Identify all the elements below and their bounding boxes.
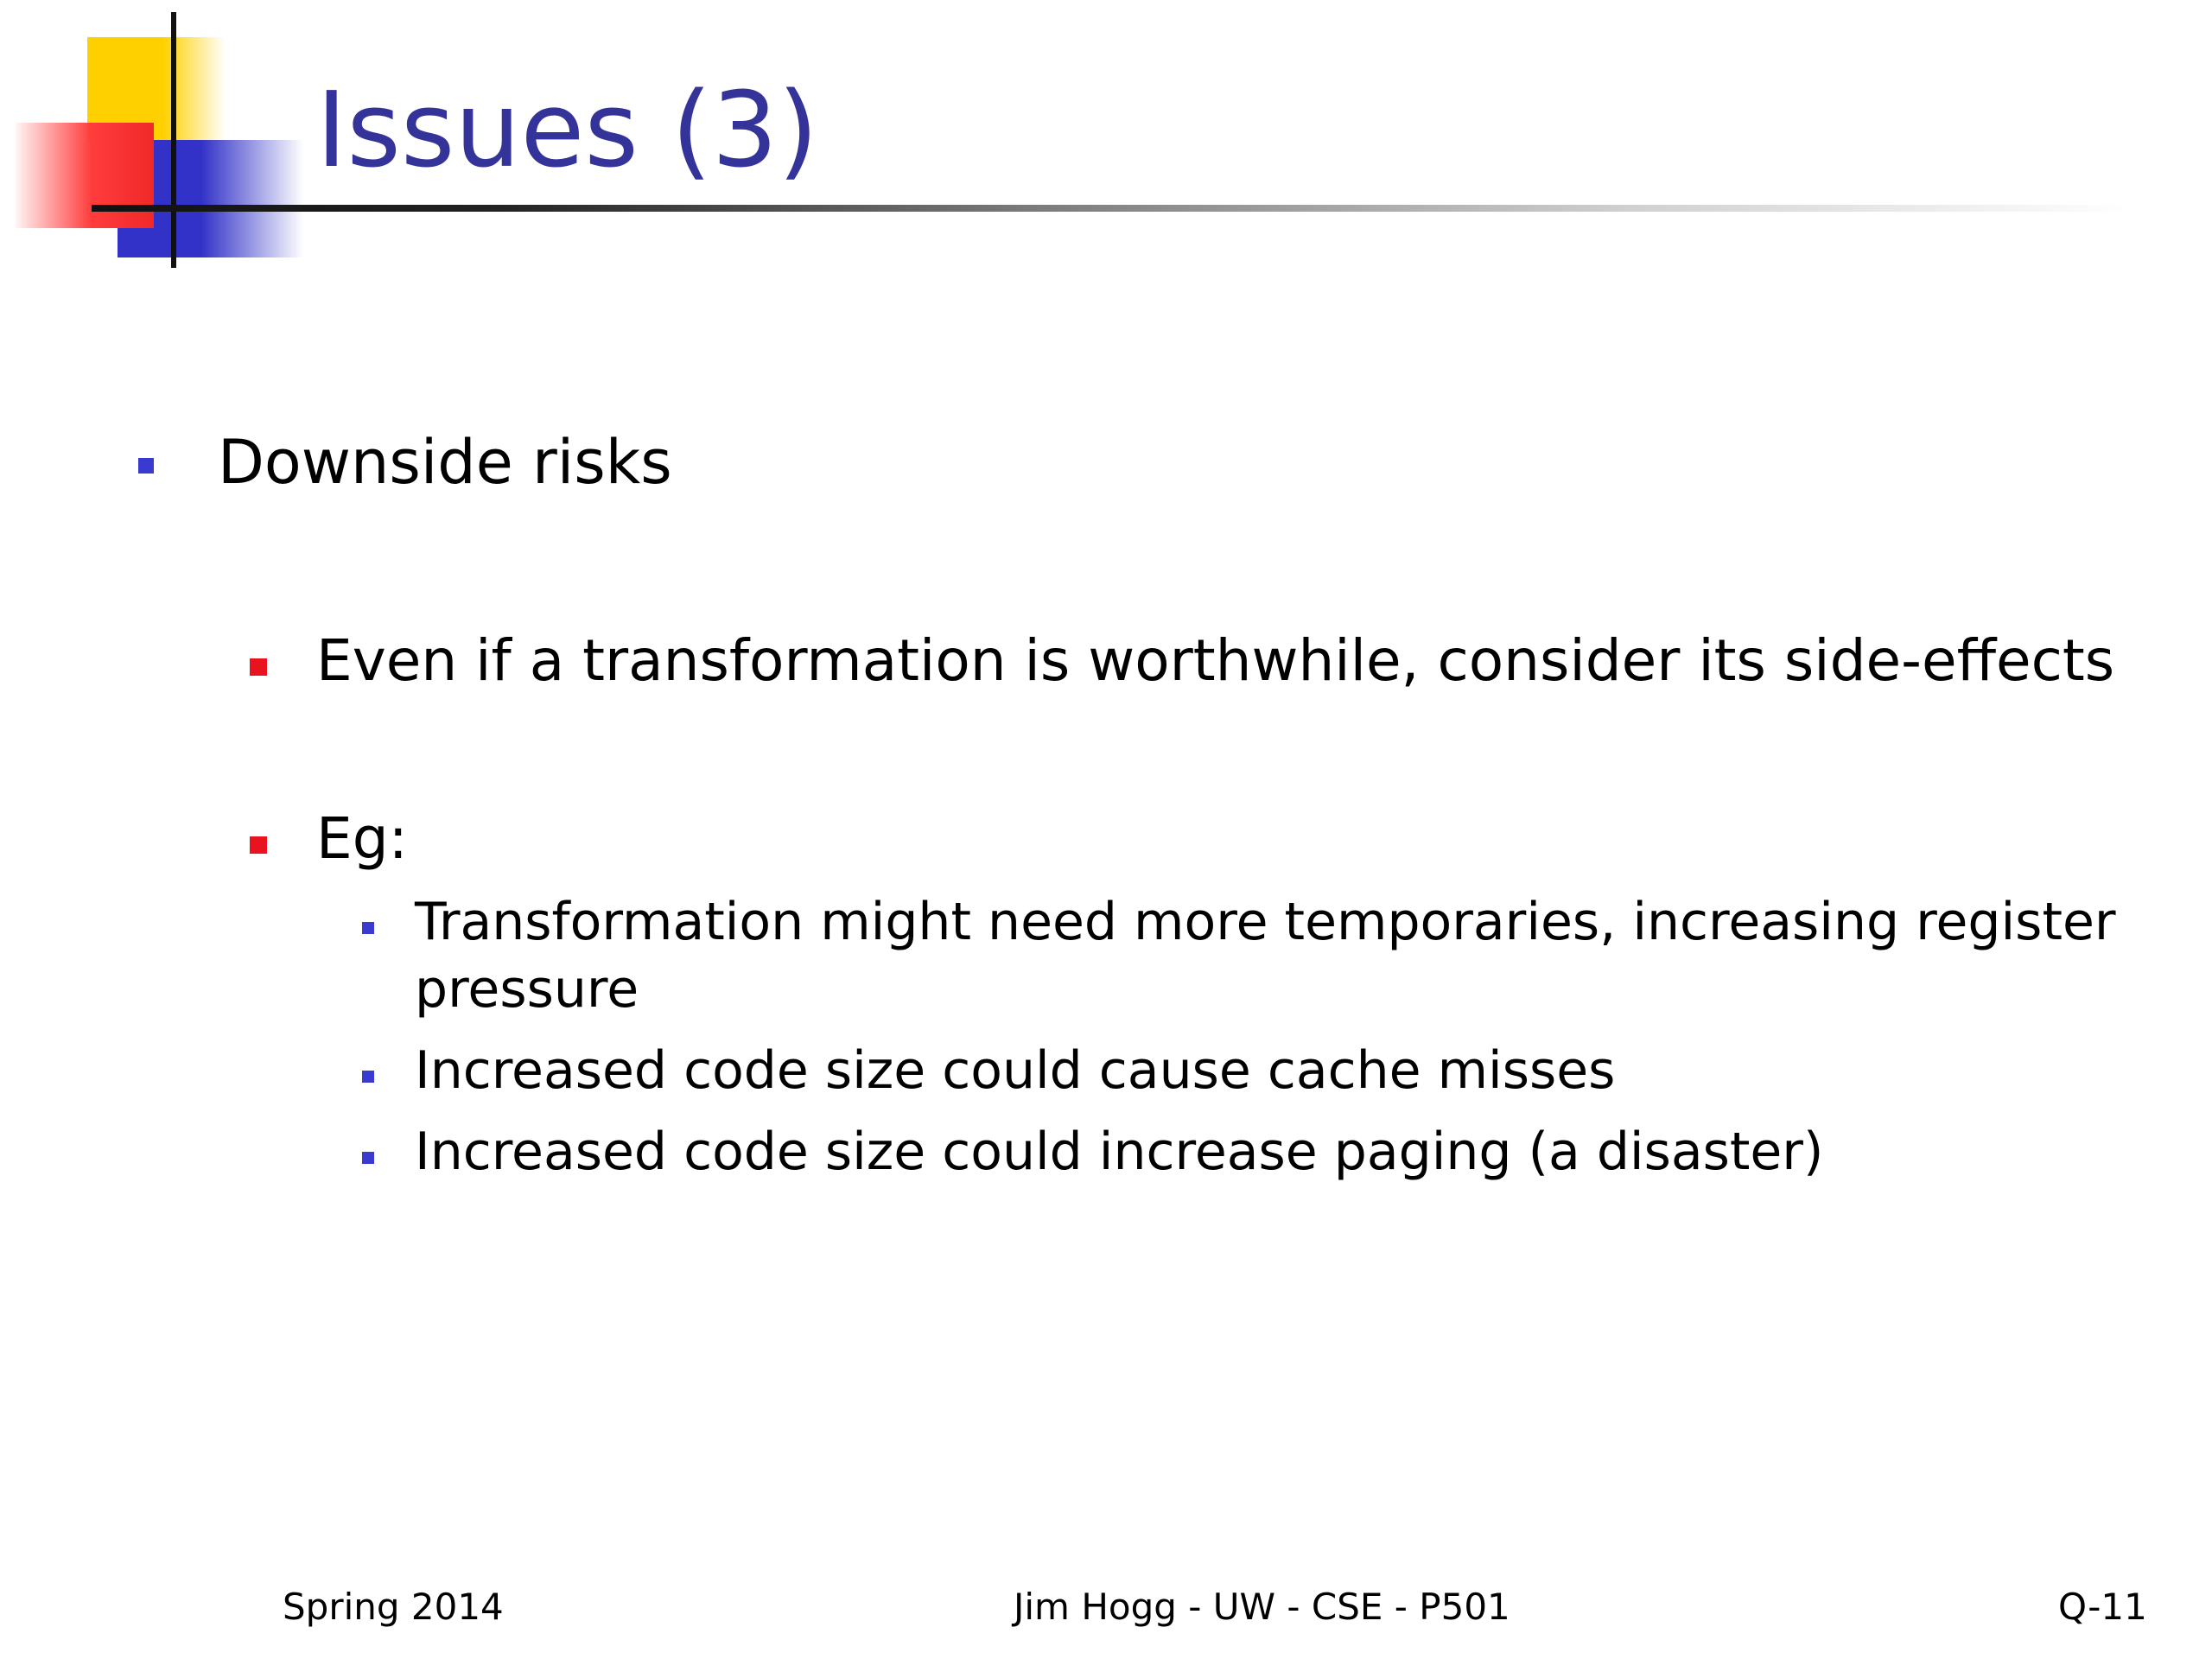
square-bullet-icon [250, 836, 267, 854]
footer-slide-number: Q-11 [2058, 1586, 2147, 1628]
square-bullet-icon [362, 1152, 374, 1164]
square-bullet-icon [138, 458, 154, 474]
bullet-temporaries-line1: Transformation might need more temporaries, increasing register [415, 892, 2116, 952]
title-underline-rule [92, 205, 2131, 212]
bullet-downside-risks: Downside risks [218, 427, 672, 498]
footer-author: Jim Hogg - UW - CSE - P501 [1014, 1586, 1510, 1628]
bullet-cache-misses: Increased code size could cause cache misses [415, 1040, 1616, 1101]
red-square-decoration [16, 123, 154, 228]
square-bullet-icon [362, 922, 374, 934]
slide-title: Issues (3) [316, 71, 818, 191]
footer-date: Spring 2014 [283, 1586, 504, 1628]
square-bullet-icon [250, 658, 267, 676]
bullet-eg: Eg: [316, 805, 408, 872]
bullet-temporaries-line2: pressure [415, 959, 639, 1020]
bullet-side-effects: Even if a transformation is worthwhile, consider its side-effects [316, 627, 2115, 694]
square-bullet-icon [362, 1071, 374, 1083]
bullet-paging: Increased code size could increase paging (a disaster) [415, 1122, 1824, 1182]
vertical-rule-decoration [171, 12, 176, 268]
corner-logo-decoration [0, 0, 328, 276]
